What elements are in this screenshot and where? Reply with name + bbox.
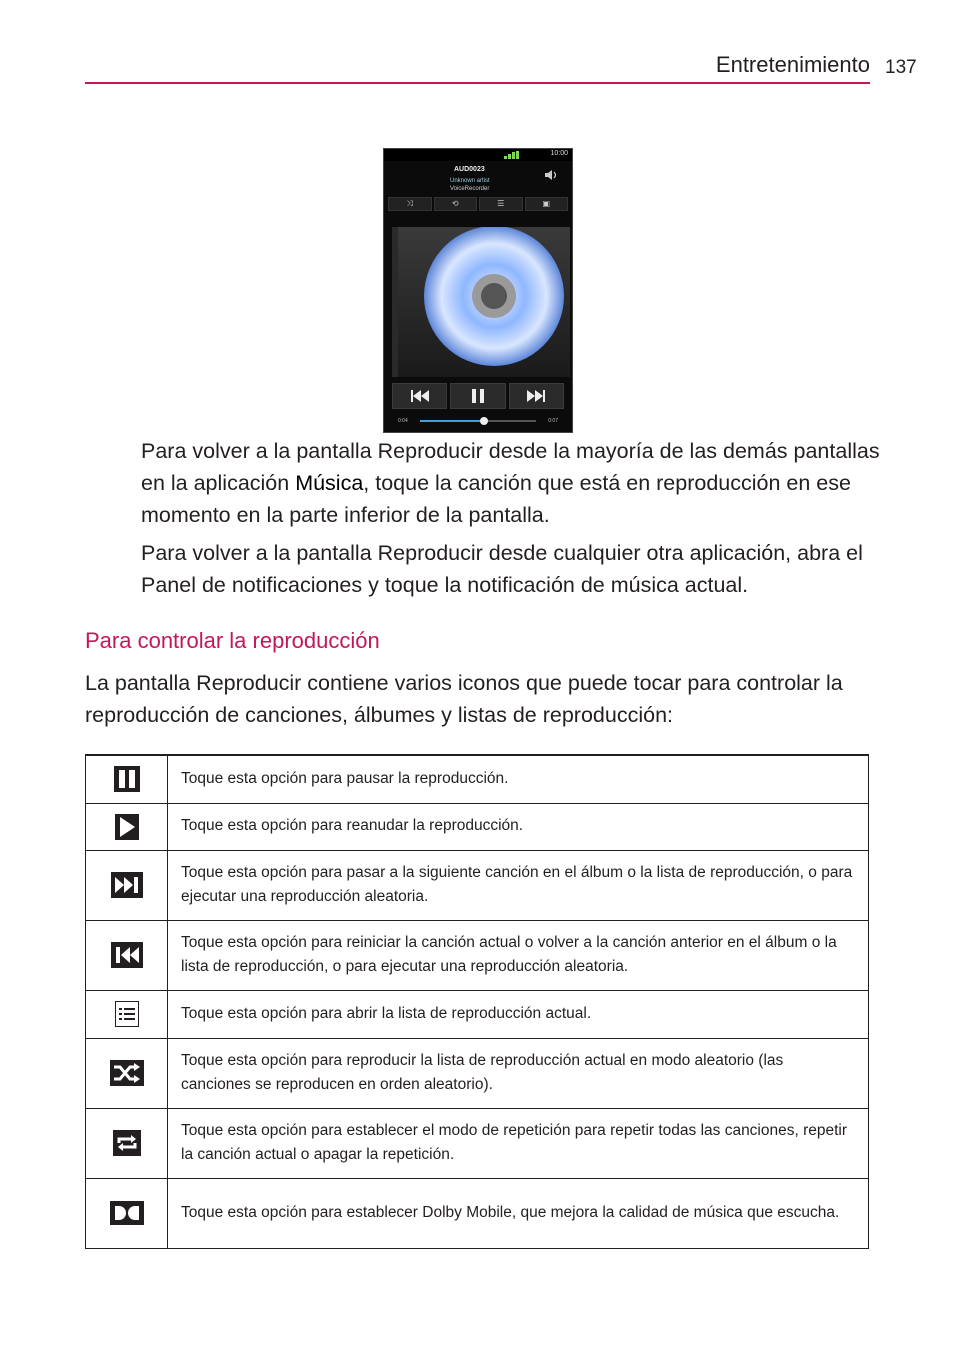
table-row: [86, 803, 869, 850]
table-row: [86, 850, 869, 920]
player-option-bar: [388, 197, 568, 211]
progress-track: [420, 420, 536, 422]
music-app-name: Música: [295, 471, 364, 495]
elapsed-time: 0:04: [398, 418, 408, 424]
shuffle-icon[interactable]: ⤨: [388, 197, 432, 211]
total-time: 0:07: [548, 418, 558, 424]
table-row: [86, 1178, 869, 1248]
next-track-icon: [527, 390, 545, 402]
track-album: VoiceRecorder: [450, 186, 490, 192]
controls-table: [85, 754, 869, 1249]
previous-button[interactable]: [392, 383, 447, 409]
volume-icon[interactable]: [544, 169, 560, 181]
paragraph-text: , toque la canción que está en reproducción en ese momento en la parte inferior de la pantalla.: [141, 471, 851, 527]
previous-track-icon: [111, 942, 143, 968]
track-title: AUD0023: [454, 166, 485, 173]
music-player-screenshot: [383, 148, 573, 433]
album-art: [392, 227, 570, 377]
table-row: [86, 1038, 869, 1108]
table-cell: Toque esta opción para establecer Dolby Mobile, que mejora la calidad de música que escucha.: [168, 1178, 869, 1248]
table-cell: Toque esta opción para reanudar la reproducción.: [168, 803, 869, 850]
next-button[interactable]: [509, 383, 564, 409]
section-title: Entretenimiento: [715, 52, 870, 77]
paragraph-return-from-other-app: Para volver a la pantalla Reproducir desde cualquier otra aplicación, abra el Panel de notificaciones y toque la notificación de música actual.: [141, 541, 863, 597]
status-time: 10:00: [550, 150, 568, 157]
table-cell: Toque esta opción para reiniciar la canción actual o volver a la canción anterior en el álbum o la lista de reproducción, o para ejecutar una reproducción aleatoria.: [168, 920, 869, 990]
status-bar: [384, 149, 572, 161]
paragraph-text: Para volver a la pantalla Reproducir desde la mayoría de las demás pantallas en la aplicación: [141, 439, 880, 495]
page-header: [85, 48, 870, 84]
table-cell: Toque esta opción para establecer el modo de repetición para repetir todas las canciones, repetir la canción actual o apagar la repetición.: [168, 1108, 869, 1178]
repeat-icon[interactable]: ⟲: [434, 197, 478, 211]
table-cell: Toque esta opción para reproducir la lista de reproducción actual en modo aleatorio (las canciones se reproducen en orden aleatorio).: [168, 1038, 869, 1108]
transport-controls: [392, 383, 564, 409]
track-artist: Unknown artist: [450, 178, 490, 184]
playlist-icon: [115, 1001, 139, 1027]
pause-icon: [472, 389, 484, 403]
page-number: 137: [885, 57, 917, 78]
dolby-icon: [110, 1201, 144, 1225]
shuffle-icon: [110, 1060, 144, 1086]
play-icon: [115, 814, 139, 840]
table-row: [86, 920, 869, 990]
previous-track-icon: [411, 390, 429, 402]
progress-bar[interactable]: [392, 415, 564, 427]
repeat-icon: [113, 1130, 141, 1156]
signal-icon: [504, 151, 524, 159]
table-row: [86, 1108, 869, 1178]
paragraph-return-from-music: [141, 435, 881, 531]
dolby-icon[interactable]: ▣: [525, 197, 569, 211]
cd-disc-image: [418, 227, 570, 377]
progress-knob[interactable]: [480, 417, 488, 425]
pause-button[interactable]: [450, 383, 505, 409]
section-intro: La pantalla Reproducir contiene varios iconos que puede tocar para controlar la reproducción de canciones, álbumes y listas de reproducción:: [85, 671, 843, 727]
table-row: [86, 755, 869, 803]
table-row: [86, 990, 869, 1038]
playlist-icon[interactable]: ☰: [479, 197, 523, 211]
progress-fill: [420, 420, 484, 422]
table-cell: Toque esta opción para pausar la reproducción.: [168, 755, 869, 803]
next-track-icon: [111, 872, 143, 898]
section-heading: Para controlar la reproducción: [85, 628, 380, 653]
table-cell: Toque esta opción para abrir la lista de reproducción actual.: [168, 990, 869, 1038]
pause-icon: [114, 766, 140, 792]
table-cell: Toque esta opción para pasar a la siguiente canción en el álbum o la lista de reproducción, o para ejecutar una reproducción aleatoria.: [168, 850, 869, 920]
